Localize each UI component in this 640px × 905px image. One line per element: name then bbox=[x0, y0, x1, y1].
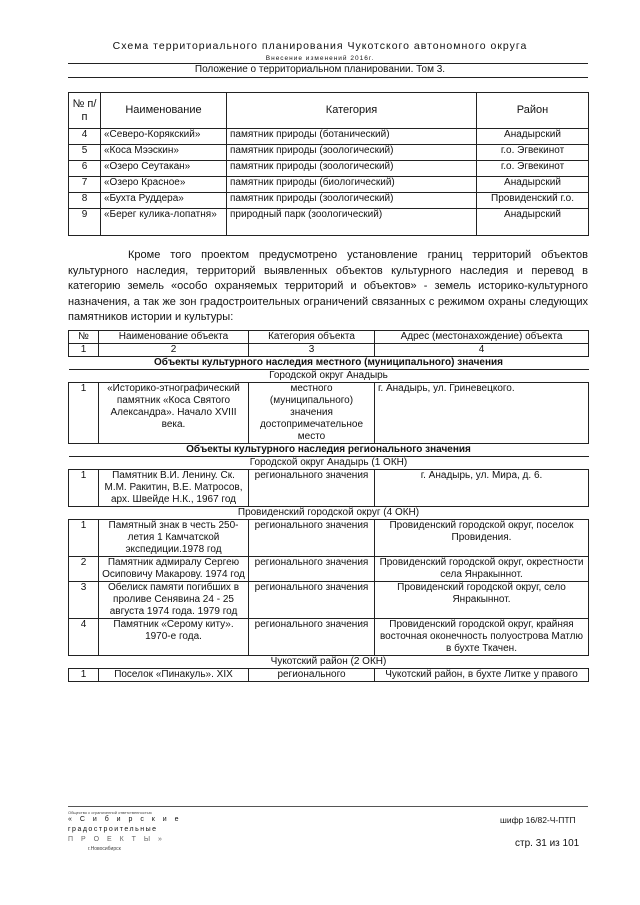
row-number: 1 bbox=[69, 520, 99, 557]
subsection-heading-label: Городской округ Анадырь (1 ОКН) bbox=[69, 457, 589, 470]
row-object-address: Провиденский городской округ, окрестности села Янракыннот. bbox=[375, 557, 589, 582]
table-row bbox=[69, 209, 589, 236]
table-row bbox=[69, 619, 589, 656]
company-name-line3: П Р О Е К Т Ы » bbox=[68, 836, 165, 843]
column-header-number: 1 bbox=[69, 344, 99, 357]
table-row bbox=[69, 193, 589, 209]
row-number: 8 bbox=[69, 193, 101, 209]
row-number: 1 bbox=[69, 383, 99, 444]
section-heading bbox=[69, 357, 589, 370]
row-object-name: Памятник «Серому киту». 1970-е года. bbox=[99, 619, 249, 656]
row-name: «Озеро Красное» bbox=[101, 177, 227, 193]
table-row bbox=[69, 177, 589, 193]
row-name: «Коса Мээскин» bbox=[101, 145, 227, 161]
row-object-address: г. Анадырь, ул. Гриневецкого. bbox=[375, 383, 589, 444]
table-row bbox=[69, 520, 589, 557]
subsection-heading bbox=[69, 457, 589, 470]
table-row bbox=[69, 161, 589, 177]
row-category: памятник природы (зоологический) bbox=[227, 145, 477, 161]
subsection-heading-label: Чукотский район (2 ОКН) bbox=[69, 656, 589, 669]
protected-areas-table bbox=[68, 92, 589, 236]
row-category: памятник природы (ботанический) bbox=[227, 129, 477, 145]
row-object-category: регионального значения bbox=[249, 470, 375, 507]
table-row bbox=[69, 383, 589, 444]
row-number: 1 bbox=[69, 669, 99, 682]
row-object-category: регионального значения bbox=[249, 582, 375, 619]
row-category: памятник природы (зоологический) bbox=[227, 161, 477, 177]
row-number: 9 bbox=[69, 209, 101, 236]
table-header-row bbox=[69, 331, 589, 344]
column-header-district: Район bbox=[477, 93, 589, 129]
company-logo bbox=[68, 810, 198, 853]
table-row bbox=[69, 129, 589, 145]
column-header-object-category: 3 bbox=[249, 344, 375, 357]
document-volume-title: Положение о территориальном планировании. Том 3. bbox=[194, 64, 446, 75]
company-name-line1: « С и б и р с к и е bbox=[68, 816, 182, 823]
section-heading bbox=[69, 444, 589, 457]
row-number: 2 bbox=[69, 557, 99, 582]
row-object-category: регионального значения bbox=[249, 520, 375, 557]
row-category: памятник природы (биологический) bbox=[227, 177, 477, 193]
row-category: памятник природы (зоологический) bbox=[227, 193, 477, 209]
footer-divider bbox=[68, 806, 588, 807]
row-name: «Озеро Сеутакан» bbox=[101, 161, 227, 177]
page-number: стр. 31 из 101 bbox=[515, 838, 580, 849]
row-object-category: регионального значения bbox=[249, 619, 375, 656]
row-district: г.о. Эгвекинот bbox=[477, 145, 589, 161]
column-header-category: Категория bbox=[227, 93, 477, 129]
row-object-name: Памятник адмиралу Сергею Осиповичу Макарову. 1974 год bbox=[99, 557, 249, 582]
row-number: 4 bbox=[69, 619, 99, 656]
company-type: Общество с ограниченной ответственностью bbox=[68, 810, 152, 815]
row-object-category: регионального bbox=[249, 669, 375, 682]
subsection-heading bbox=[69, 370, 589, 383]
company-name-line2: градостроительные bbox=[68, 826, 158, 833]
document-cipher: шифр 16/82-Ч-ПТП bbox=[500, 815, 576, 825]
row-object-category: регионального значения bbox=[249, 557, 375, 582]
row-object-name: Памятный знак в честь 250-летия 1 Камчатской экспедиции.1978 год bbox=[99, 520, 249, 557]
table-row bbox=[69, 582, 589, 619]
row-number: 4 bbox=[69, 129, 101, 145]
document-header-title: Схема территориального планирования Чукотского автономного округа bbox=[112, 40, 528, 52]
row-name: «Бухта Руддера» bbox=[101, 193, 227, 209]
subsection-heading-label: Провиденский городской округ (4 ОКН) bbox=[69, 507, 589, 520]
row-number: 5 bbox=[69, 145, 101, 161]
row-category: природный парк (зоологический) bbox=[227, 209, 477, 236]
column-header-number: № bbox=[69, 331, 99, 344]
row-object-address: Провиденский городской округ, село Янракыннот. bbox=[375, 582, 589, 619]
column-header-name: Наименование bbox=[101, 93, 227, 129]
row-object-address: г. Анадырь, ул. Мира, д. 6. bbox=[375, 470, 589, 507]
column-header-object-category: Категория объекта bbox=[249, 331, 375, 344]
row-object-address: Провиденский городской округ, крайняя восточная оконечность полуострова Матлю в бухте Ткачен. bbox=[375, 619, 589, 656]
company-city: г.Новосибирск bbox=[88, 846, 121, 852]
row-object-name: «Историко-этнографический памятник «Коса Святого Александра». Начало XVIII века. bbox=[99, 383, 249, 444]
section-heading-label: Объекты культурного наследия регионального значения bbox=[69, 444, 589, 457]
row-object-address: Чукотский район, в бухте Литке у правого bbox=[375, 669, 589, 682]
row-number: 1 bbox=[69, 470, 99, 507]
subsection-heading-label: Городской округ Анадырь bbox=[69, 370, 589, 383]
row-object-name: Поселок «Пинакуль». XIX bbox=[99, 669, 249, 682]
row-district: Анадырский bbox=[477, 129, 589, 145]
row-name: «Северо-Корякский» bbox=[101, 129, 227, 145]
column-header-number: № п/п bbox=[69, 93, 101, 129]
row-object-address: Провиденский городской округ, поселок Провидения. bbox=[375, 520, 589, 557]
intro-paragraph: Кроме того проектом предусмотрено установление границ территорий объектов культурного наследия, территорий выявленных объектов культурного наследия и перевод в категорию земель «особо охраняемых территорий и объектов» - земель историко-культурного назначения, а так же зон градостроительных ограничений связанных с режимом охраны следующих памятников истории и культуры: bbox=[68, 249, 588, 323]
row-object-name: Памятник В.И. Ленину. Ск. М.М. Ракитин, В.Е. Матросов, арх. Швейде Н.К., 1967 год bbox=[99, 470, 249, 507]
row-district: Провиденский г.о. bbox=[477, 193, 589, 209]
row-number: 7 bbox=[69, 177, 101, 193]
subsection-heading bbox=[69, 656, 589, 669]
section-heading-label: Объекты культурного наследия местного (муниципального) значения bbox=[69, 357, 589, 370]
row-number: 6 bbox=[69, 161, 101, 177]
row-district: г.о. Эгвекинот bbox=[477, 161, 589, 177]
column-header-object-name: Наименование объекта bbox=[99, 331, 249, 344]
table-header-row bbox=[69, 93, 589, 129]
table-row bbox=[69, 557, 589, 582]
table-row bbox=[69, 145, 589, 161]
row-name: «Берег кулика-лопатня» bbox=[101, 209, 227, 236]
column-header-object-address: 4 bbox=[375, 344, 589, 357]
row-object-category: местного (муниципального) значения достопримечательное место bbox=[249, 383, 375, 444]
table-header-row bbox=[69, 344, 589, 357]
heritage-objects-table bbox=[68, 330, 589, 682]
subsection-heading bbox=[69, 507, 589, 520]
row-object-name: Обелиск памяти погибших в проливе Сенявина 24 - 25 августа 1974 года. 1979 год bbox=[99, 582, 249, 619]
row-district: Анадырский bbox=[477, 177, 589, 193]
table-row bbox=[69, 470, 589, 507]
column-header-object-name: 2 bbox=[99, 344, 249, 357]
document-header-subtitle: Внесение изменений 2016г. bbox=[265, 55, 375, 62]
row-district: Анадырский bbox=[477, 209, 589, 236]
table-row bbox=[69, 669, 589, 682]
header-divider-bottom bbox=[68, 77, 588, 78]
row-number: 3 bbox=[69, 582, 99, 619]
column-header-object-address: Адрес (местонахождение) объекта bbox=[375, 331, 589, 344]
